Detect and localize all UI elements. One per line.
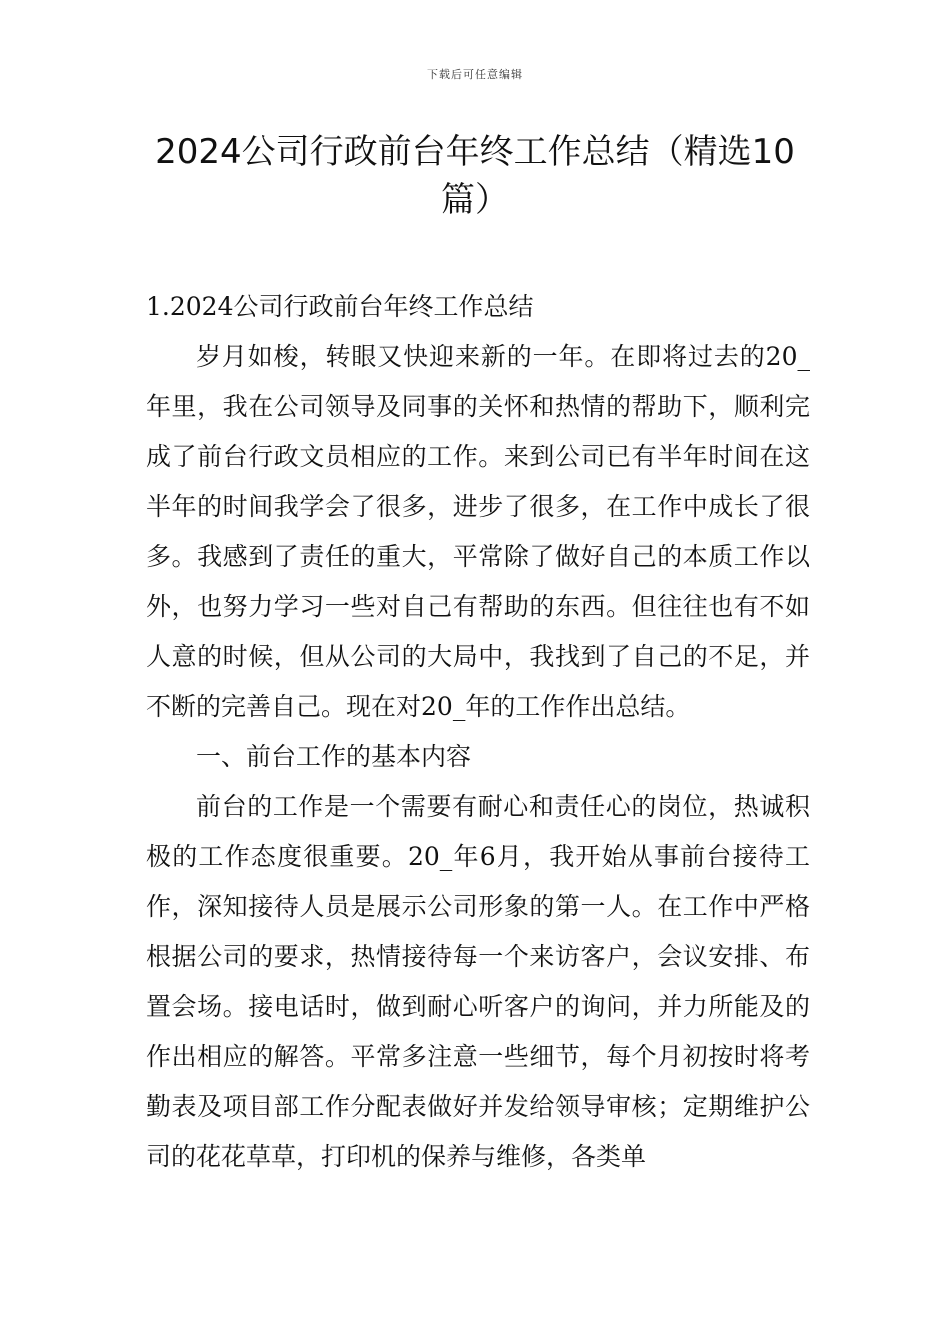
document-title: 2024公司行政前台年终工作总结（精选10篇）: [155, 132, 795, 220]
header-note: 下载后可任意编辑: [427, 68, 523, 81]
subsection-heading: 一、前台工作的基本内容: [196, 742, 472, 771]
section-heading: 1.2024公司行政前台年终工作总结: [146, 292, 534, 321]
body-paragraph: 岁月如梭，转眼又快迎来新的一年。在即将过去的20_年里，我在公司领导及同事的关怀和热情的帮助下，顺利完成了前台行政文员相应的工作。来到公司已有半年时间在这半年的时间我学会了很多，进步了很多，在工作中成长了很多。我感到了责任的重大，平常除了做好自己的本质工作以外，也努力学习一些对自己有帮助的东西。但往往也有不如人意的时候，但从公司的大局中，我找到了自己的不足，并不断的完善自己。现在对20_年的工作作出总结。: [146, 342, 810, 721]
body-paragraph: 前台的工作是一个需要有耐心和责任心的岗位，热诚积极的工作态度很重要。20_年6月，我开始从事前台接待工作，深知接待人员是展示公司形象的第一人。在工作中严格根据公司的要求，热情接待每一个来访客户，会议安排、布置会场。接电话时，做到耐心听客户的询问，并力所能及的作出相应的解答。平常多注意一些细节，每个月初按时将考勤表及项目部工作分配表做好并发给领导审核；定期维护公司的花花草草，打印机的保养与维修，各类单: [146, 792, 810, 1171]
document-body: [146, 282, 810, 1182]
